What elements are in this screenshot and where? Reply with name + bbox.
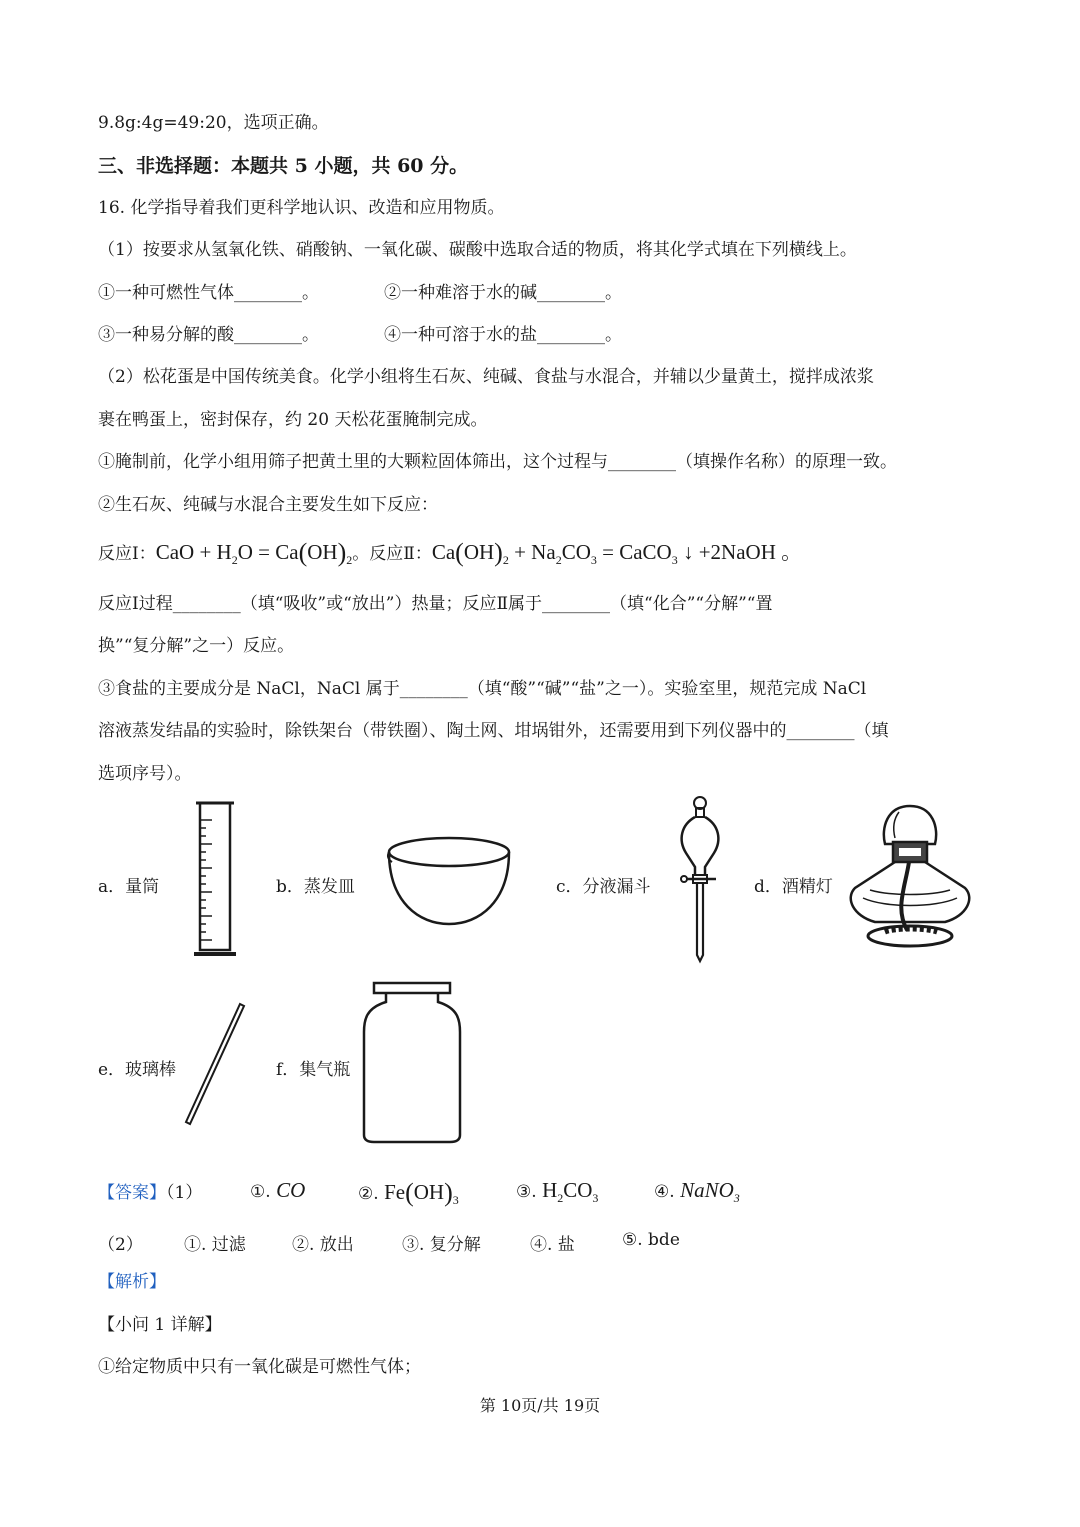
analysis-text: ①给定物质中只有一氧化碳是可燃性气体； xyxy=(98,1357,421,1377)
instrument-label-b: b．蒸发皿 xyxy=(276,877,355,897)
answer-2-1: ①. 过滤 xyxy=(184,1235,246,1255)
text-line: ②生石灰、纯碱与水混合主要发生如下反应： xyxy=(98,495,438,515)
text-line: 9.8g:4g=49:20，选项正确。 xyxy=(98,113,329,133)
text-line: （2）松花蛋是中国传统美食。化学小组将生石灰、纯碱、食盐与水混合，并辅以少量黄土，搅拌成浓浆 xyxy=(98,367,874,387)
answer-2-2: ②. 放出 xyxy=(292,1235,354,1255)
text-line: 裹在鸭蛋上，密封保存，约 20 天松花蛋腌制完成。 xyxy=(98,410,488,430)
sub-question-1: ①一种可燃性气体________。 xyxy=(98,283,319,303)
answer-2: ②. $Fe(OH)_3$ xyxy=(358,1178,459,1208)
evaporating-dish-icon xyxy=(384,832,514,927)
sub-question-3: ③一种易分解的酸________。 xyxy=(98,325,319,345)
gas-jar-icon xyxy=(360,980,464,1145)
text-line: 换”“复分解”之一）反应。 xyxy=(98,636,295,656)
text-line: ①腌制前，化学小组用筛子把黄土里的大颗粒固体筛出，这个过程与________（填操作名称）的原理一致。 xyxy=(98,452,897,472)
sub-question-2: ②一种难溶于水的碱________。 xyxy=(384,283,622,303)
alcohol-lamp-icon xyxy=(845,798,980,953)
reaction-equations xyxy=(98,540,802,566)
answer-tag: 【答案】 xyxy=(98,1183,166,1203)
sub-question-4: ④一种可溶于水的盐________。 xyxy=(384,325,622,345)
text-line: 选项序号）。 xyxy=(98,764,192,784)
question-16-stem: 16. 化学指导着我们更科学地认识、改造和应用物质。 xyxy=(98,198,505,218)
reaction-2-label: 。反应Ⅱ： xyxy=(352,544,432,564)
instrument-label-f: f．集气瓶 xyxy=(276,1060,351,1080)
text-line: （1）按要求从氢氧化铁、硝酸钠、一氧化碳、碳酸中选取合适的物质，将其化学式填在下列横线上。 xyxy=(98,240,857,260)
graduated-cylinder-icon xyxy=(190,800,240,960)
glass-rod-icon xyxy=(180,1000,250,1128)
analysis-tag: 【解析】 xyxy=(98,1272,166,1292)
instrument-label-a: a．量筒 xyxy=(98,877,160,897)
instrument-label-e: e．玻璃棒 xyxy=(98,1060,177,1080)
answer-3: ③. $H_2CO_3$ xyxy=(516,1178,599,1206)
reaction-2-equation: $Ca(OH)_2 + Na_2CO_3$ = CaCO$_3$ ↓ +2NaOH 。 xyxy=(431,538,803,568)
reaction-1-label: 反应Ⅰ： xyxy=(98,544,156,564)
answer-1: ①. CO xyxy=(250,1178,306,1202)
answer-4: ④. NaNO$_3$ xyxy=(654,1178,740,1206)
text-line: 溶液蒸发结晶的实验时，除铁架台（带铁圈）、陶土网、坩埚钳外，还需要用到下列仪器中的________（填 xyxy=(98,721,889,741)
answer-2-3: ③. 复分解 xyxy=(402,1235,481,1255)
text-line: 反应Ⅰ过程________（填“吸收”或“放出”）热量；反应Ⅱ属于________（填“化合”“分解”“置 xyxy=(98,594,773,614)
answer-2-4: ④. 盐 xyxy=(530,1235,575,1255)
answer-row-1: 【答案】（1） xyxy=(98,1183,203,1203)
answer-part-2-label: （2） xyxy=(98,1235,143,1255)
instrument-label-c: c．分液漏斗 xyxy=(556,877,651,897)
separatory-funnel-icon xyxy=(676,795,726,965)
page-footer: 第 10页/共 19页 xyxy=(479,1396,601,1415)
section-heading: 三、非选择题：本题共 5 小题，共 60 分。 xyxy=(98,155,469,177)
reaction-1-equation: CaO + $H_2O = Ca(OH)_2$ xyxy=(155,538,353,568)
answer-2-5: ⑤. bde xyxy=(622,1230,680,1250)
text-line: ③食盐的主要成分是 NaCl，NaCl 属于________（填“酸”“碱”“盐”之一）。实验室里，规范完成 NaCl xyxy=(98,679,867,699)
analysis-subheading: 【小问 1 详解】 xyxy=(98,1315,222,1335)
instrument-label-d: d．酒精灯 xyxy=(754,877,833,897)
